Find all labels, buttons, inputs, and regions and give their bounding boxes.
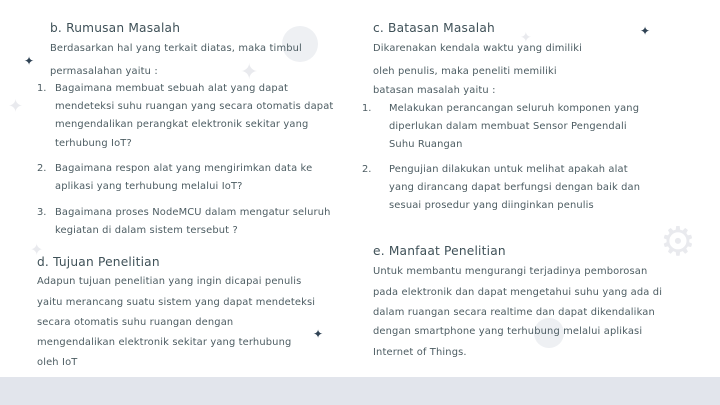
- sparkle-icon: ✦: [640, 24, 651, 38]
- paragraph-line: dengan smartphone yang terhubung melalui aplikasi: [373, 326, 643, 337]
- list-number: 2.: [37, 163, 47, 174]
- section-heading-rumusan-masalah: b. Rumusan Masalah: [50, 21, 181, 35]
- paragraph-line: Internet of Things.: [373, 347, 467, 358]
- list-number: 1.: [362, 103, 372, 114]
- paragraph-line: pada elektronik dan dapat mengetahui suhu yang ada di: [373, 287, 663, 298]
- list-item-line: kegiatan di dalam sistem tersebut ?: [55, 225, 238, 236]
- list-item-line: Melakukan perancangan seluruh komponen yang: [389, 103, 640, 114]
- paragraph-line: Adapun tujuan penelitian yang ingin dicapai penulis: [37, 276, 302, 287]
- list-item-line: Suhu Ruangan: [389, 139, 463, 150]
- paragraph-line: yaitu merancang suatu sistem yang dapat mendeteksi: [37, 297, 316, 308]
- list-number: 3.: [37, 207, 47, 218]
- section-heading-manfaat-penelitian: e. Manfaat Penelitian: [373, 244, 506, 258]
- section-heading-tujuan-penelitian: d. Tujuan Penelitian: [37, 255, 160, 269]
- list-number: 1.: [37, 83, 47, 94]
- list-item-line: diperlukan dalam membuat Sensor Pengendali: [389, 121, 627, 132]
- list-item-line: Bagaimana proses NodeMCU dalam mengatur seluruh: [55, 207, 331, 218]
- sparkle-icon: ✦: [30, 240, 44, 259]
- sparkle-icon: ✦: [8, 96, 24, 117]
- list-item-line: mendeteksi suhu ruangan yang secara otomatis dapat: [55, 101, 334, 112]
- paragraph-line: secara otomatis suhu ruangan dengan: [37, 317, 234, 328]
- list-item-line: mengendalikan perangkat elektronik sekitar yang: [55, 119, 309, 130]
- paragraph-line: oleh penulis, maka peneliti memiliki: [373, 66, 557, 77]
- list-item-line: yang dirancang dapat berfungsi dengan baik dan: [389, 182, 641, 193]
- list-item-line: Pengujian dilakukan untuk melihat apakah alat: [389, 164, 628, 175]
- paragraph-line: dalam ruangan secara realtime dan dapat dikendalikan: [373, 307, 655, 318]
- sparkle-icon: ✦: [313, 327, 324, 341]
- paragraph-line: Berdasarkan hal yang terkait diatas, maka timbul: [50, 43, 302, 54]
- list-item-line: aplikasi yang terhubung melalui IoT?: [55, 181, 243, 192]
- paragraph-line: Dikarenakan kendala waktu yang dimiliki: [373, 43, 582, 54]
- list-item-line: Bagaimana membuat sebuah alat yang dapat: [55, 83, 289, 94]
- section-heading-batasan-masalah: c. Batasan Masalah: [373, 21, 495, 35]
- paragraph-line: mengendalikan elektronik sekitar yang terhubung: [37, 337, 292, 348]
- sparkle-icon: ✦: [520, 30, 532, 46]
- list-item-line: terhubung IoT?: [55, 138, 132, 149]
- paragraph-line: Untuk membantu mengurangi terjadinya pemborosan: [373, 266, 648, 277]
- gear-icon: ⚙: [660, 219, 696, 265]
- sparkle-icon: ✦: [24, 54, 35, 68]
- list-item-line: Bagaimana respon alat yang mengirimkan data ke: [55, 163, 313, 174]
- sparkle-icon: ✦: [240, 60, 259, 85]
- list-item-line: sesuai prosedur yang diinginkan penulis: [389, 200, 594, 211]
- paragraph-line: oleh IoT: [37, 357, 78, 368]
- paragraph-line: permasalahan yaitu :: [50, 66, 158, 77]
- paragraph-line: batasan masalah yaitu :: [373, 85, 496, 96]
- list-number: 2.: [362, 164, 372, 175]
- footer-band: [0, 377, 720, 405]
